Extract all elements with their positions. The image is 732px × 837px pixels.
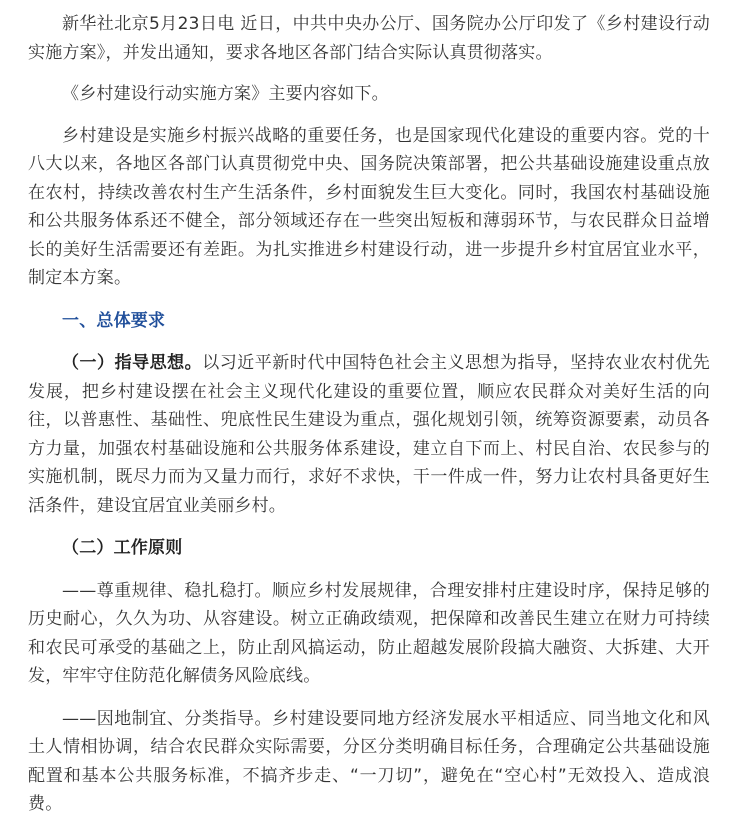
principle-paragraph-1: ——尊重规律、稳扎稳打。顺应乡村发展规律，合理安排村庄建设时序，保持足够的历史耐心，久久为功、从容建设。树立正确政绩观，把保障和改善民生建立在财力可持续和农民可承受的基础之上，防止刮风搞运动，防止超越发展阶段搞大融资、大拆建、大开发，牢牢守住防范化解债务风险底线。 bbox=[28, 580, 710, 686]
guiding-ideology-paragraph bbox=[28, 349, 710, 520]
subsection-heading-work-principles: （二）工作原则 bbox=[62, 538, 183, 558]
section-heading-overall-requirements: 一、总体要求 bbox=[62, 310, 166, 331]
guiding-ideology-text: 以习近平新时代中国特色社会主义思想为指导，坚持农业农村优先发展，把乡村建设摆在社会主义现代化建设的重要位置，顺应农民群众对美好生活的向往，以普惠性、基础性、兜底性民生建设为重点，强化规划引领，统筹资源要素，动员各方力量，加强农村基础设施和公共服务体系建设，建立自下而上、村民自治、农民参与的实施机制，既尽力而为又量力而行，求好不求快，干一件成一件，努力让农村具备更好生活条件，建设宜居宜业美丽乡村。 bbox=[28, 353, 710, 516]
background-paragraph: 乡村建设是实施乡村振兴战略的重要任务，也是国家现代化建设的重要内容。党的十八大以来，各地区各部门认真贯彻党中央、国务院决策部署，把公共基础设施建设重点放在农村，持续改善农村生产生活条件，乡村面貌发生巨大变化。同时，我国农村基础设施和公共服务体系还不健全，部分领域还存在一些突出短板和薄弱环节，与农民群众日益增长的美好生活需要还有差距。为扎实推进乡村建设行动，进一步提升乡村宜居宜业水平，制定本方案。 bbox=[28, 125, 710, 288]
intro-paragraph: 新华社北京5月23日电 近日，中共中央办公厅、国务院办公厅印发了《乡村建设行动实施方案》，并发出通知，要求各地区各部门结合实际认真贯彻落实。 bbox=[28, 14, 710, 63]
principle-paragraph-2: ——因地制宜、分类指导。乡村建设要同地方经济发展水平相适应、同当地文化和风土人情相协调，结合农民群众实际需要，分区分类明确目标任务，合理确定公共基础设施配置和基本公共服务标准，不搞齐步走、“一刀切”，避免在“空心村”无效投入、造成浪费。 bbox=[28, 708, 710, 814]
guiding-ideology-label: （一）指导思想。 bbox=[62, 353, 203, 373]
summary-line: 《乡村建设行动实施方案》主要内容如下。 bbox=[62, 84, 389, 104]
